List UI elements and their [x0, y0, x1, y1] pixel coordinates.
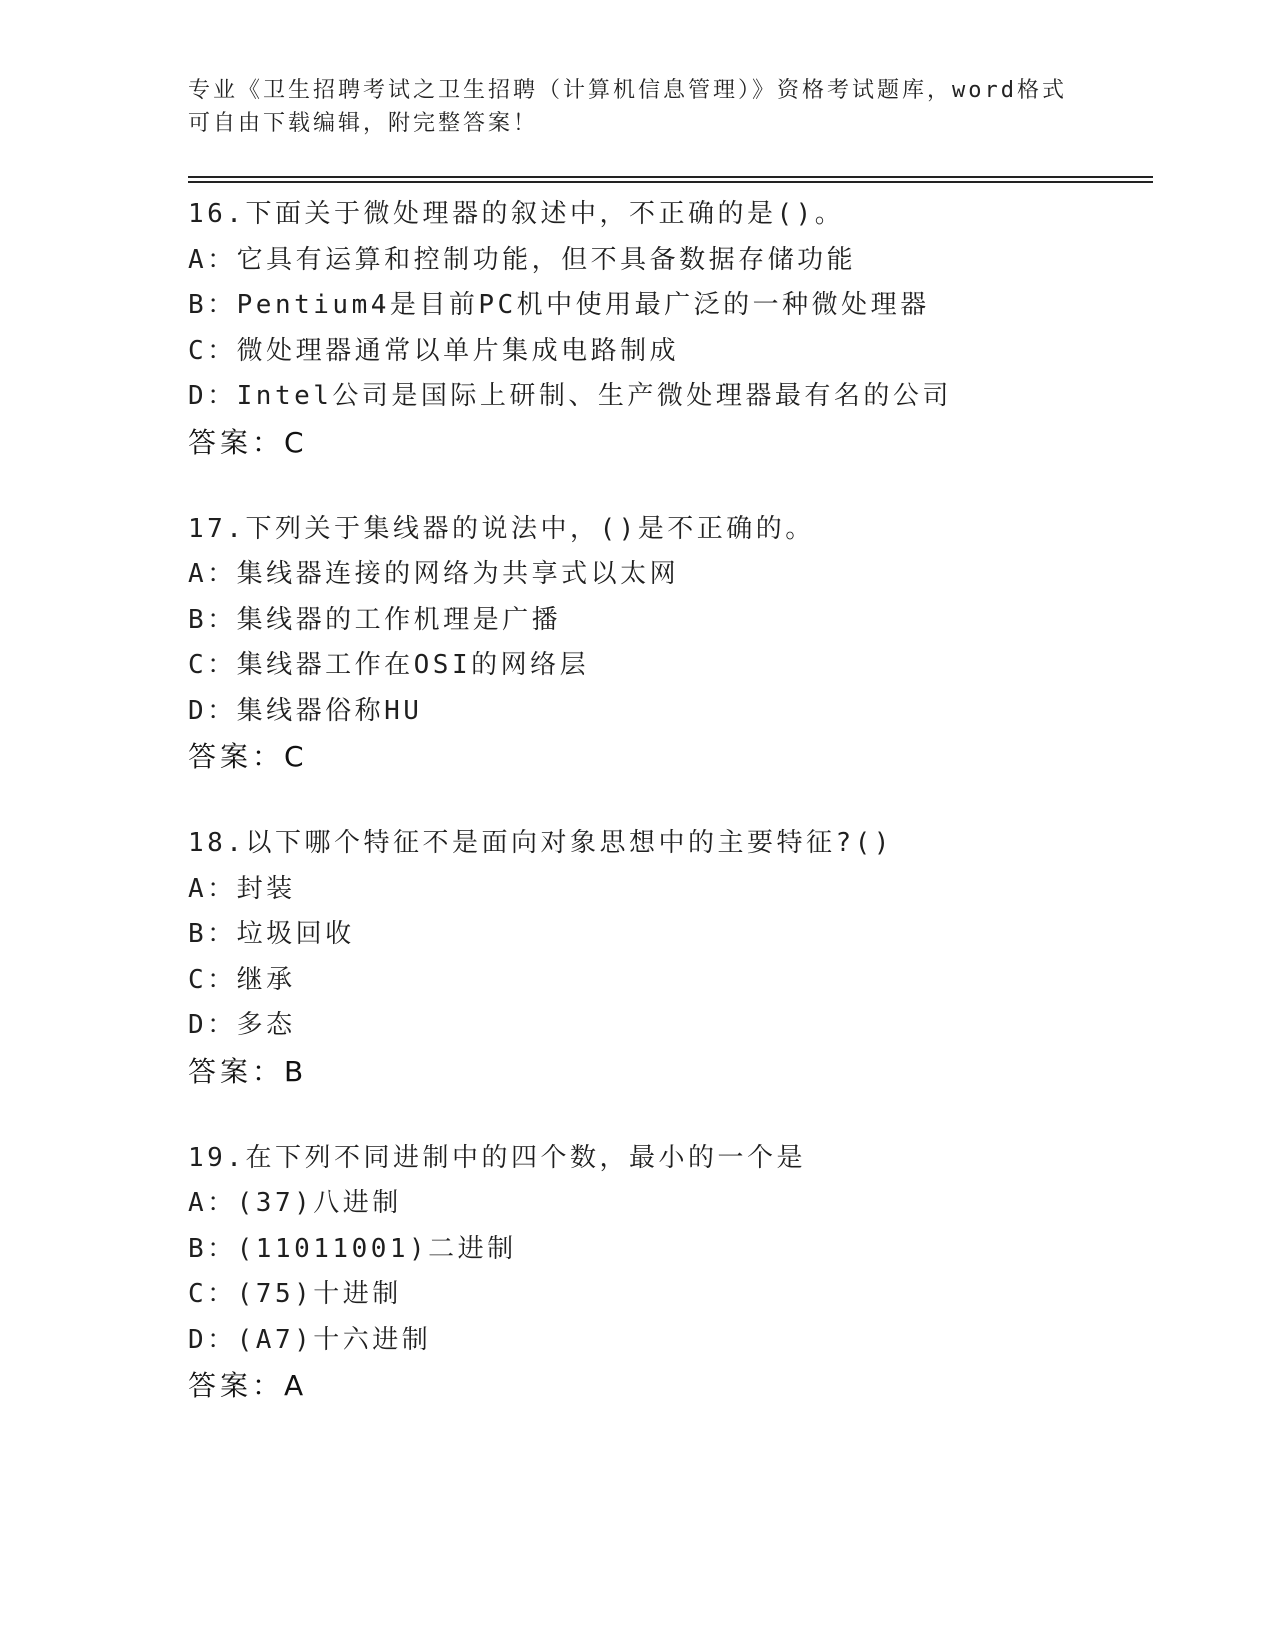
answer-value: A: [284, 1369, 305, 1402]
option-b: B：(11011001)二进制: [188, 1233, 517, 1264]
option-c: C：继承: [188, 964, 296, 995]
header-divider-bottom: [188, 181, 1153, 183]
question-stem: 17.下列关于集线器的说法中，()是不正确的。: [188, 513, 815, 544]
option-b: B：Pentium4是目前PC机中使用最广泛的一种微处理器: [188, 290, 930, 320]
answer-line: [188, 1049, 1148, 1094]
answer-label: 答案：: [188, 740, 285, 773]
option-a: A：它具有运算和控制功能，但不具备数据存储功能: [188, 244, 857, 275]
question-18: [188, 821, 1148, 1094]
answer-line: [188, 1363, 1148, 1408]
question-stem: 18.以下哪个特征不是面向对象思想中的主要特征?(): [188, 828, 893, 858]
answer-value: C: [284, 740, 305, 773]
question-16: [188, 192, 1148, 465]
answer-line: [188, 420, 1148, 465]
question-list: [188, 192, 1148, 1450]
answer-value: C: [284, 425, 305, 459]
option-a: A：集线器连接的网络为共享式以太网: [188, 559, 680, 589]
header-divider-top: [188, 176, 1153, 178]
header-line-2: 可自由下载编辑，附完整答案！: [188, 111, 539, 136]
document-header: [188, 74, 1088, 140]
question-stem: 16.下面关于微处理器的叙述中，不正确的是()。: [188, 199, 845, 229]
option-c: C：微处理器通常以单片集成电路制成: [188, 335, 680, 366]
answer-label: 答案：: [188, 1369, 285, 1402]
question-19: [188, 1136, 1148, 1409]
answer-label: 答案：: [188, 425, 285, 459]
option-d: D：多态: [188, 1010, 296, 1040]
option-c: C：(75)十进制: [188, 1279, 402, 1309]
question-stem: 19.在下列不同进制中的四个数，最小的一个是: [188, 1142, 806, 1173]
option-b: B：垃圾回收: [188, 919, 355, 949]
option-b: B：集线器的工作机理是广播: [188, 604, 562, 635]
option-a: A：封装: [188, 873, 296, 904]
header-line-1: 专业《卫生招聘考试之卫生招聘（计算机信息管理）》资格考试题库，word格式: [188, 78, 1067, 103]
option-a: A：(37)八进制: [188, 1188, 402, 1218]
option-c: C：集线器工作在OSI的网络层: [188, 650, 590, 680]
option-d: D：集线器俗称HU: [188, 695, 423, 726]
answer-value: B: [284, 1054, 305, 1088]
option-d: D：Intel公司是国际上研制、生产微处理器最有名的公司: [188, 381, 952, 411]
question-17: [188, 507, 1148, 780]
option-d: D：(A7)十六进制: [188, 1324, 432, 1355]
answer-label: 答案：: [188, 1054, 285, 1088]
answer-line: [188, 734, 1148, 779]
